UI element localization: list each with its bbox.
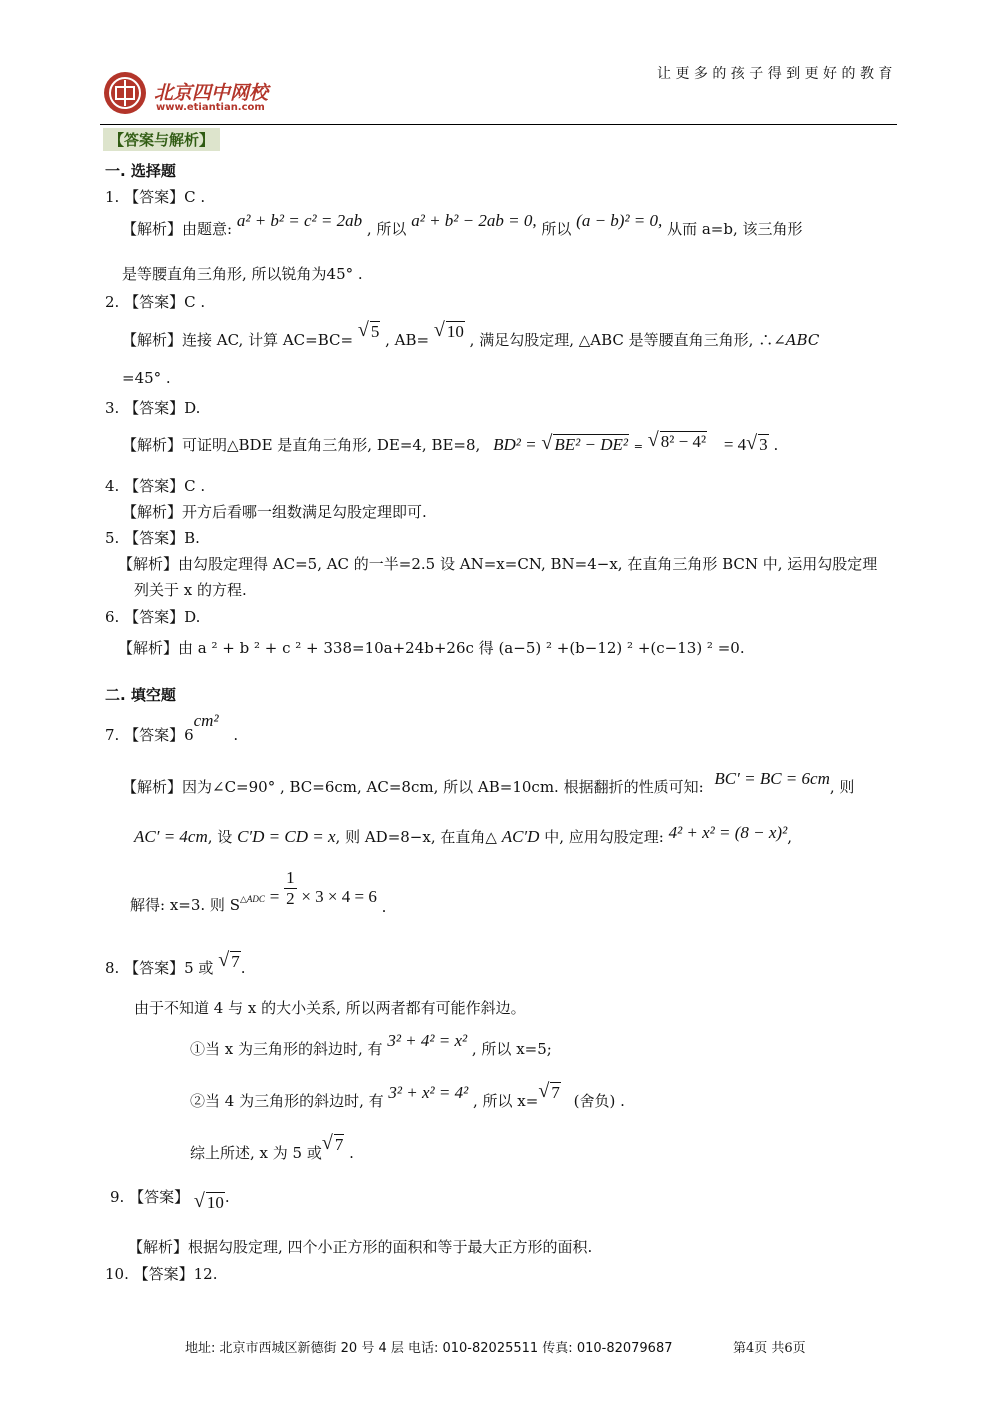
part2-title: 二. 填空题 xyxy=(105,686,176,704)
q3-sqrt-2: √ 8² − 4² xyxy=(648,432,707,452)
q8-line4-end: . xyxy=(349,1144,354,1162)
q8-line3 xyxy=(190,1083,625,1111)
logo xyxy=(102,70,302,118)
q7-frac-num: 1 xyxy=(286,868,295,887)
q8-line3-text-c: (舍负) . xyxy=(573,1092,625,1110)
q3-end: . xyxy=(773,436,779,454)
q7-explanation-line3 xyxy=(130,868,386,918)
part1-title: 一. 选择题 xyxy=(105,162,176,180)
q2-exp-text: 【解析】连接 AC, 计算 AC=BC= xyxy=(122,331,354,349)
q7-fraction xyxy=(284,868,297,909)
q1-exp-text: 【解析】由题意: xyxy=(122,220,233,238)
q9-answer xyxy=(110,1186,230,1212)
q7-explanation xyxy=(122,769,855,797)
q1-explanation-cont: 是等腰直角三角形, 所以锐角为45° . xyxy=(122,265,363,283)
q8-line3-text: ②当 4 为三角形的斜边时, 有 xyxy=(190,1092,384,1110)
q1-exp-text-c: 所以 xyxy=(541,220,572,238)
q7-unit: cm² xyxy=(193,711,219,730)
q7-exp-text: 【解析】因为∠C=90° , BC=6cm, AC=8cm, 所以 AB=10cm. 根据翻折的性质可知: xyxy=(122,778,704,796)
q1-answer: 1. 【答案】C . xyxy=(105,188,206,206)
q8-line1: 由于不知道 4 与 x 的大小关系, 所以两者都有可能作斜边。 xyxy=(134,999,526,1017)
q7-exp-text-g: 解得: x=3. 则 S xyxy=(130,896,240,914)
q5-explanation-cont: 列关于 x 的方程. xyxy=(134,581,247,599)
q7-formula-5: 4² + x² = (8 − x)² xyxy=(668,823,788,842)
q7-exp-text-b: , 则 xyxy=(829,778,855,796)
q7-formula-3: C′D = CD = x xyxy=(237,827,336,846)
q7-eq: = xyxy=(269,887,280,906)
q8-line4-sqrt: √ 7 xyxy=(322,1135,345,1155)
q1-formula-1: a² + b² = c² = 2ab xyxy=(236,211,363,230)
q4-explanation: 【解析】开方后看哪一组数满足勾股定理即可. xyxy=(122,503,427,521)
q2-angle-abc: ABC xyxy=(785,331,820,349)
q2-sqrt-5: √ 5 xyxy=(358,322,381,342)
q7-exp-text-d: , 则 AD=8−x, 在直角△ xyxy=(335,828,497,846)
q9-end: . xyxy=(224,1188,230,1206)
q6-answer: 6. 【答案】D. xyxy=(105,608,201,626)
q2-explanation xyxy=(122,322,820,350)
logo-emblem-icon xyxy=(102,70,148,116)
q7-answer-text: 7. 【答案】6 xyxy=(105,726,194,744)
footer-address: 地址: 北京市西城区新德街 20 号 4 层 电话: 010-82025511 传真: 010-82079687 xyxy=(185,1341,673,1356)
q6-explanation: 【解析】由 a ² + b ² + c ² + 338=10a+24b+26c 得 (a−5) ² +(b−12) ² +(c−13) ² =0. xyxy=(118,639,745,657)
q1-exp-text-d: 从而 a=b, 该三角形 xyxy=(667,220,803,238)
logo-text: 北京四中网校 xyxy=(154,82,269,104)
q2-exp-text-b: , AB= xyxy=(385,331,430,349)
q3-eq: = xyxy=(633,440,643,453)
q8-line2-text-b: , 所以 x=5; xyxy=(471,1040,552,1058)
q8-end: . xyxy=(240,959,246,977)
q7-formula-6: × 3 × 4 = 6 xyxy=(301,887,377,906)
q9-explanation: 【解析】根据勾股定理, 四个小正方形的面积和等于最大正方形的面积. xyxy=(128,1238,593,1256)
header-rule xyxy=(100,124,897,125)
q1-exp-text-b: , 所以 xyxy=(366,220,407,238)
q5-answer: 5. 【答案】B. xyxy=(105,529,200,547)
logo-url: www.etiantian.com xyxy=(156,102,265,113)
footer-page: 第4页 共6页 xyxy=(733,1341,806,1356)
q8-sqrt-7: √ 7 xyxy=(218,952,241,972)
q10-answer: 10. 【答案】12. xyxy=(105,1265,218,1283)
q8-answer-text: 8. 【答案】5 或 xyxy=(105,959,214,977)
q7-answer xyxy=(105,711,239,745)
q3-formula-bd: BD² = xyxy=(493,435,537,454)
q7-subscript: △ADC xyxy=(239,894,265,904)
q1-formula-2: a² + b² − 2ab = 0, xyxy=(411,211,537,230)
q8-line3-formula: 3² + x² = 4² xyxy=(388,1083,469,1102)
q8-line3-sqrt: √ 7 xyxy=(538,1083,561,1103)
q7-formula-4: AC′D xyxy=(501,827,540,846)
q3-explanation xyxy=(122,434,778,455)
q2-exp-text-c: , 满足勾股定理, △ABC 是等腰直角三角形, ∴∠ xyxy=(469,331,786,349)
q7-formula-2: AC′ = 4cm xyxy=(134,827,208,846)
q7-frac-den: 2 xyxy=(286,889,295,908)
q7-explanation-line2 xyxy=(134,823,792,847)
q7-exp-text-f: , xyxy=(787,828,792,846)
q8-line4-text: 综上所述, x 为 5 或 xyxy=(190,1144,322,1162)
q8-line2-text: ①当 x 为三角形的斜边时, 有 xyxy=(190,1040,383,1058)
q7-formula-1: BC′ = BC = 6cm xyxy=(714,769,830,788)
q2-sqrt-10: √ 10 xyxy=(434,322,465,342)
q1-explanation xyxy=(122,211,803,239)
q7-end: . xyxy=(233,726,239,744)
q3-exp-text: 【解析】可证明△BDE 是直角三角形, DE=4, BE=8, xyxy=(122,436,481,454)
section-title: 【答案与解析】 xyxy=(103,128,220,151)
q3-formula-result: = 4 xyxy=(723,435,747,454)
q3-answer: 3. 【答案】D. xyxy=(105,399,201,417)
q7-exp-text-e: 中, 应用勾股定理: xyxy=(544,828,664,846)
q3-sqrt-1: √ BE² − DE² xyxy=(541,435,629,455)
q2-explanation-cont: =45° . xyxy=(122,369,171,387)
q8-line4 xyxy=(190,1135,354,1163)
q1-formula-3: (a − b)² = 0, xyxy=(576,211,663,230)
q8-answer xyxy=(105,952,246,978)
q5-explanation: 【解析】由勾股定理得 AC=5, AC 的一半=2.5 设 AN=x=CN, BN=4−x, 在直角三角形 BCN 中, 运用勾股定理 xyxy=(118,555,878,573)
q4-answer: 4. 【答案】C . xyxy=(105,477,206,495)
q9-sqrt-10: √ 10 xyxy=(194,1193,225,1213)
q8-line3-text-b: , 所以 x= xyxy=(472,1092,539,1110)
q7-end2: . xyxy=(381,898,387,916)
q7-exp-text-c: , 设 xyxy=(207,828,233,846)
header-slogan: 让 更 多 的 孩 子 得 到 更 好 的 教 育 xyxy=(657,66,893,82)
q9-answer-text: 9. 【答案】 xyxy=(110,1188,190,1206)
q8-line2 xyxy=(190,1031,552,1059)
q3-sqrt-3: √ 3 xyxy=(746,435,769,455)
q8-line2-formula: 3² + 4² = x² xyxy=(387,1031,468,1050)
q2-answer: 2. 【答案】C . xyxy=(105,293,206,311)
